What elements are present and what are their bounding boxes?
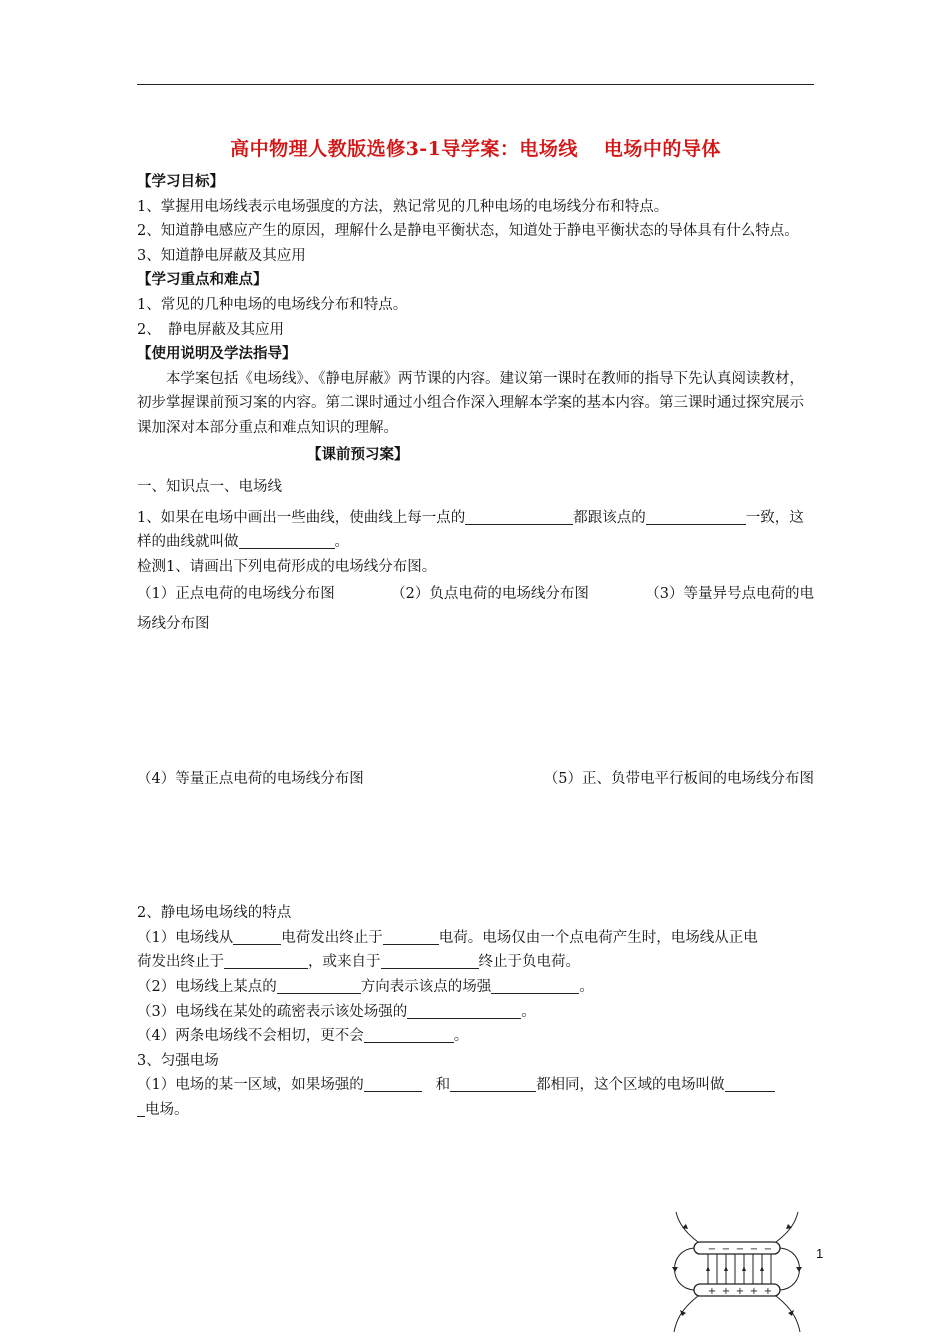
check-1: 检测1、请画出下列电荷形成的电场线分布图。 [137, 558, 437, 575]
page-number: 1 [816, 1246, 824, 1261]
blank-field[interactable] [224, 952, 308, 969]
diagram-label: （3）等量异号点电荷的电 [645, 585, 814, 602]
s2-line-3: （2）电场线上某点的 方向表示该点的场强 。 [137, 979, 594, 996]
parallel-plates-figure [660, 1210, 812, 1336]
blank-field[interactable] [233, 928, 281, 945]
plate-sign: + [721, 1286, 731, 1297]
section-2-heading: 2、静电场电场线的特点 [137, 905, 292, 922]
section-1-heading: 一、知识点一、电场线 [137, 479, 282, 496]
diagram-label: （5）正、负带电平行板间的电场线分布图 [543, 770, 814, 787]
blank-field[interactable] [383, 928, 439, 945]
blank-field[interactable] [725, 1075, 775, 1092]
preview-heading: 【课前预习案】 [307, 445, 409, 463]
s3-line-2: 电场。 [137, 1098, 814, 1123]
diagram-labels-row-1 [137, 582, 814, 607]
blank-field[interactable] [381, 952, 479, 969]
page-title [137, 134, 814, 164]
title-part-1: 高中物理人教版选修3-1导学案：电场线 [230, 138, 578, 160]
title-part-2: 电场中的导体 [603, 138, 721, 160]
drawing-area-1[interactable] [137, 637, 814, 767]
plate-sign: − [707, 1244, 717, 1255]
goal-item: 3、知道静电屏蔽及其应用 [137, 247, 306, 264]
section-3-heading: 3、匀强电场 [137, 1052, 219, 1069]
s2-line-1: （1）电场线从 电荷发出终止于 电荷。电场仅由一个点电荷产生时，电场线从正电 [137, 929, 758, 946]
blank-field[interactable] [364, 1026, 454, 1043]
s2-line-5: （4）两条电场线不会相切，更不会 。 [137, 1028, 469, 1045]
keypoint-item: 2、 静电屏蔽及其应用 [137, 321, 284, 338]
diagram-labels-row-2 [137, 767, 814, 792]
diagram-label: （1）正点电荷的电场线分布图 [137, 585, 335, 602]
blank-field[interactable] [364, 1075, 422, 1092]
diagram-label: （4）等量正点电荷的电场线分布图 [137, 770, 364, 787]
drawing-area-2[interactable] [137, 791, 814, 901]
blank-field[interactable] [465, 508, 573, 525]
guide-text: 本学案包括《电场线》、《静电屏蔽》两节课的内容。建议第一课时在教师的指导下先认真阅读教材，初步掌握课前预习案的内容。第二课时通过小组合作深入理解本学案的基本内容。第三课时通过探究展示课加深对本部分重点和难点知识的理解。 [137, 370, 804, 436]
s3-line-1: （1）电场的某一区域，如果场强的 和 都相同，这个区域的电场叫做 [137, 1073, 814, 1098]
question-1: 1、如果在电场中画出一些曲线，使曲线上每一点的 都跟该点的 一致，这样的曲线就叫做 。 [137, 509, 804, 551]
blank-field[interactable] [491, 977, 579, 994]
keypoint-item: 1、常见的几种电场的电场线分布和特点。 [137, 296, 408, 313]
plate-sign: − [721, 1244, 731, 1255]
goal-item: 1、掌握用电场线表示电场强度的方法，熟记常见的几种电场的电场线分布和特点。 [137, 198, 669, 215]
header-rule [137, 84, 814, 85]
blank-field[interactable] [450, 1075, 536, 1092]
plate-sign: − [749, 1244, 759, 1255]
plate-sign: − [735, 1244, 745, 1255]
blank-field[interactable] [137, 1100, 145, 1117]
blank-field[interactable] [239, 532, 335, 549]
s2-line-4: （3）电场线在某处的疏密表示该处场强的 。 [137, 1003, 536, 1020]
diagram-label-cont: 场线分布图 [137, 616, 210, 633]
keypoints-heading: 【学习重点和难点】 [137, 271, 268, 289]
blank-field[interactable] [646, 508, 746, 525]
goal-item: 2、知道静电感应产生的原因，理解什么是静电平衡状态，知道处于静电平衡状态的导体具有什么特点。 [137, 223, 799, 240]
plate-sign: + [707, 1286, 717, 1297]
field-lines [674, 1212, 800, 1332]
plate-sign: + [735, 1286, 745, 1297]
blank-field[interactable] [277, 977, 361, 994]
plate-sign: + [763, 1286, 773, 1297]
document-body [137, 134, 814, 1123]
goals-heading: 【学习目标】 [137, 173, 224, 190]
s2-line-2: 荷发出终止于 ，或来自于 终止于负电荷。 [137, 954, 580, 971]
plate-sign: − [763, 1244, 773, 1255]
guide-heading: 【使用说明及学法指导】 [137, 345, 297, 363]
blank-field[interactable] [407, 1002, 521, 1019]
diagram-label: （2）负点电荷的电场线分布图 [391, 585, 589, 602]
plate-sign: + [749, 1286, 759, 1297]
